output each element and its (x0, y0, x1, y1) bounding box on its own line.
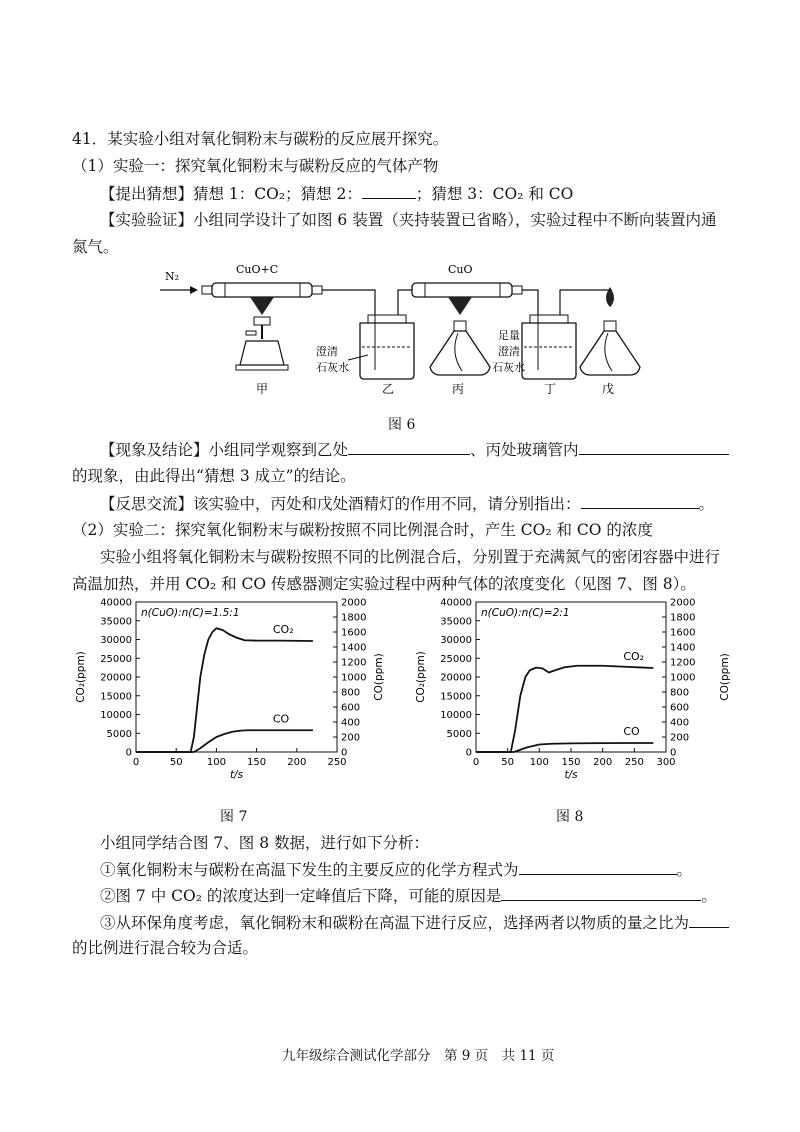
exp2-desc-1: 实验小组将氧化铜粉末与碳粉按照不同的比例混合后，分别置于充满氮气的密闭容器中进行 (100, 548, 721, 566)
q2-text: ②图 7 中 CO₂ 的浓度达到一定峰值后下降，可能的原因是 (100, 887, 502, 905)
analysis-q3-2: 的比例进行混合较为合适。 (72, 939, 259, 957)
fig8-caption: 图 8 (556, 809, 584, 825)
x-axis-label: t/s (229, 769, 244, 781)
left-tick-label: 10000 (100, 710, 132, 721)
left-tick-label: 35000 (100, 616, 132, 628)
x-tick-label: 200 (593, 757, 613, 768)
chart-figure-7 (70, 590, 390, 790)
analysis-q2 (100, 884, 717, 907)
exp1-title: （1）实验一：探究氧化铜粉末与碳粉反应的气体产物 (72, 157, 439, 175)
verify-line-2: 氮气。 (72, 238, 119, 256)
right-tick-label: 1400 (670, 642, 696, 654)
tube-jia (202, 283, 322, 297)
x-tick-label: 100 (529, 757, 549, 768)
x-tick-label: 0 (472, 757, 480, 768)
q41-title: 41．某实验小组对氧化铜粉末与碳粉的反应展开探究。 (72, 130, 449, 148)
right-tick-label: 1200 (341, 657, 367, 669)
left-tick-label: 40000 (440, 597, 472, 609)
x-tick-label: 300 (656, 757, 676, 768)
label-wu: 戊 (602, 382, 615, 396)
right-axis-label: CO(ppm) (373, 653, 385, 701)
right-tick-label: 800 (341, 687, 361, 699)
series-label-co2: CO₂ (272, 623, 294, 636)
q2-end: 。 (701, 887, 717, 905)
guess-line (100, 182, 573, 205)
ratio-annotation: n(CuO):n(C)=1.5:1 (141, 607, 240, 619)
exp2-title: （2）实验二：探究氧化铜粉末与碳粉按照不同比例混合时，产生 CO₂ 和 CO 的浓度 (72, 521, 653, 539)
right-tick-label: 1000 (670, 672, 696, 684)
series-line-co2 (476, 666, 653, 752)
verify-line-1: 【实验验证】小组同学设计了如图 6 装置（夹持装置已省略），实验过程中不断向装置内通 (100, 211, 717, 229)
label-jia: 甲 (256, 382, 269, 396)
answer-blank-yi[interactable] (348, 438, 470, 455)
answer-blank-reflect[interactable] (581, 492, 699, 509)
reflection-line (100, 492, 714, 515)
limewater-label-ding-1: 澄清 (498, 345, 520, 358)
right-tick-label: 1800 (341, 612, 367, 624)
answer-blank-guess2[interactable] (362, 182, 416, 199)
left-tick-label: 20000 (440, 672, 472, 684)
right-tick-label: 1400 (341, 642, 367, 654)
left-tick-label: 35000 (440, 616, 472, 628)
alcohol-lamp-bing (430, 321, 490, 375)
fig6-caption: 图 6 (388, 417, 416, 433)
phenom-text-a: 【现象及结论】小组同学观察到乙处 (100, 441, 349, 459)
series-label-co: CO (623, 725, 640, 738)
analysis-q3-1 (100, 911, 729, 934)
answer-blank-ratio[interactable] (689, 911, 729, 928)
phenomenon-line-2: 的现象，由此得出“猜想 3 成立”的结论。 (72, 467, 356, 485)
left-tick-label: 10000 (440, 710, 472, 721)
analysis-intro: 小组同学结合图 7、图 8 数据，进行如下分析： (100, 834, 430, 852)
right-tick-label: 1000 (341, 672, 367, 684)
right-tick-label: 400 (670, 717, 690, 729)
alcohol-lamp-wu (580, 287, 640, 375)
x-tick-label: 150 (247, 757, 267, 768)
x-tick-label: 100 (206, 757, 226, 768)
guess-text-b: ；猜想 3：CO₂ 和 CO (415, 185, 574, 203)
page-footer: 九年级综合测试化学部分 第 9 页 共 11 页 (282, 1048, 555, 1064)
right-axis-label: CO(ppm) (719, 653, 731, 701)
excess-label: 足量 (498, 329, 520, 342)
left-tick-label: 25000 (440, 653, 472, 665)
series-line-co (136, 730, 313, 752)
x-tick-label: 250 (327, 757, 347, 768)
right-tick-label: 1600 (670, 627, 696, 639)
right-tick-label: 400 (341, 717, 361, 729)
left-tick-label: 15000 (440, 691, 472, 703)
answer-blank-bing[interactable] (579, 438, 729, 455)
cuo-label: CuO (448, 263, 473, 276)
q3-text: ③从环保角度考虑，氧化铜粉末和碳粉在高温下进行反应，选择两者以物质的量之比为 (100, 914, 690, 932)
x-tick-label: 200 (287, 757, 307, 768)
left-axis-label: CO₂(ppm) (415, 651, 427, 703)
right-tick-label: 1200 (670, 657, 696, 669)
series-label-co: CO (272, 712, 290, 726)
right-tick-label: 600 (341, 702, 361, 714)
left-tick-label: 15000 (100, 691, 132, 703)
exp2-desc-2: 高温加热，并用 CO₂ 和 CO 传感器测定实验过程中两种气体的浓度变化（见图 7、图 8）。 (72, 575, 696, 593)
tube-bing (412, 283, 522, 297)
left-tick-label: 20000 (100, 672, 132, 684)
x-tick-label: 150 (561, 757, 581, 768)
reflect-end: 。 (698, 495, 715, 513)
right-tick-label: 1800 (670, 612, 696, 624)
n2-label: N₂ (165, 270, 180, 283)
ratio-annotation: n(CuO):n(C)=2:1 (481, 607, 570, 619)
left-tick-label: 5000 (446, 728, 472, 740)
left-tick-label: 0 (125, 747, 132, 759)
right-tick-label: 200 (670, 732, 690, 744)
bottle-yi (360, 315, 414, 379)
left-tick-label: 25000 (100, 653, 132, 665)
guess-text-a: 【提出猜想】猜想 1：CO₂；猜想 2： (100, 185, 362, 203)
left-tick-label: 40000 (100, 597, 132, 609)
right-tick-label: 2000 (670, 597, 696, 609)
answer-blank-equation[interactable] (519, 858, 677, 875)
right-tick-label: 600 (670, 702, 690, 714)
right-tick-label: 1600 (341, 627, 367, 639)
series-line-co (476, 743, 653, 752)
x-tick-label: 50 (501, 757, 515, 768)
left-tick-label: 0 (465, 747, 472, 759)
analysis-q1 (100, 858, 692, 881)
left-tick-label: 5000 (106, 728, 132, 740)
left-tick-label: 30000 (440, 635, 472, 646)
x-axis-label: t/s (564, 769, 578, 781)
answer-blank-reason[interactable] (501, 884, 701, 901)
cuo-c-label: CuO+C (236, 263, 279, 276)
right-tick-label: 200 (341, 732, 361, 744)
x-tick-label: 250 (624, 757, 644, 768)
left-tick-label: 30000 (100, 635, 132, 646)
phenom-text-b: 、丙处玻璃管内 (470, 441, 579, 459)
apparatus-diagram (150, 255, 650, 405)
reflect-text: 【反思交流】该实验中，丙处和戊处酒精灯的作用不同，请分别指出： (100, 495, 581, 513)
right-tick-label: 0 (670, 747, 677, 759)
right-tick-label: 0 (341, 747, 348, 759)
x-tick-label: 50 (169, 757, 183, 768)
limewater-label-yi-2: 石灰水 (316, 361, 349, 374)
series-label-co2: CO₂ (623, 650, 645, 663)
bottle-ding (522, 315, 576, 379)
fig7-caption: 图 7 (220, 809, 248, 825)
left-axis-label: CO₂(ppm) (75, 651, 87, 703)
right-tick-label: 800 (670, 687, 690, 699)
label-bing: 丙 (452, 382, 465, 396)
phenomenon-line-1 (100, 438, 729, 461)
q1-end: 。 (676, 861, 693, 879)
label-ding: 丁 (544, 382, 557, 396)
q1-text: ①氧化铜粉末与碳粉在高温下发生的主要反应的化学方程式为 (100, 861, 519, 879)
limewater-label-ding-2: 石灰水 (492, 361, 525, 374)
right-tick-label: 2000 (341, 597, 367, 609)
x-tick-label: 0 (132, 757, 140, 768)
limewater-label-yi-1: 澄清 (316, 345, 338, 358)
label-yi: 乙 (382, 382, 395, 396)
chart-figure-8 (410, 590, 740, 790)
